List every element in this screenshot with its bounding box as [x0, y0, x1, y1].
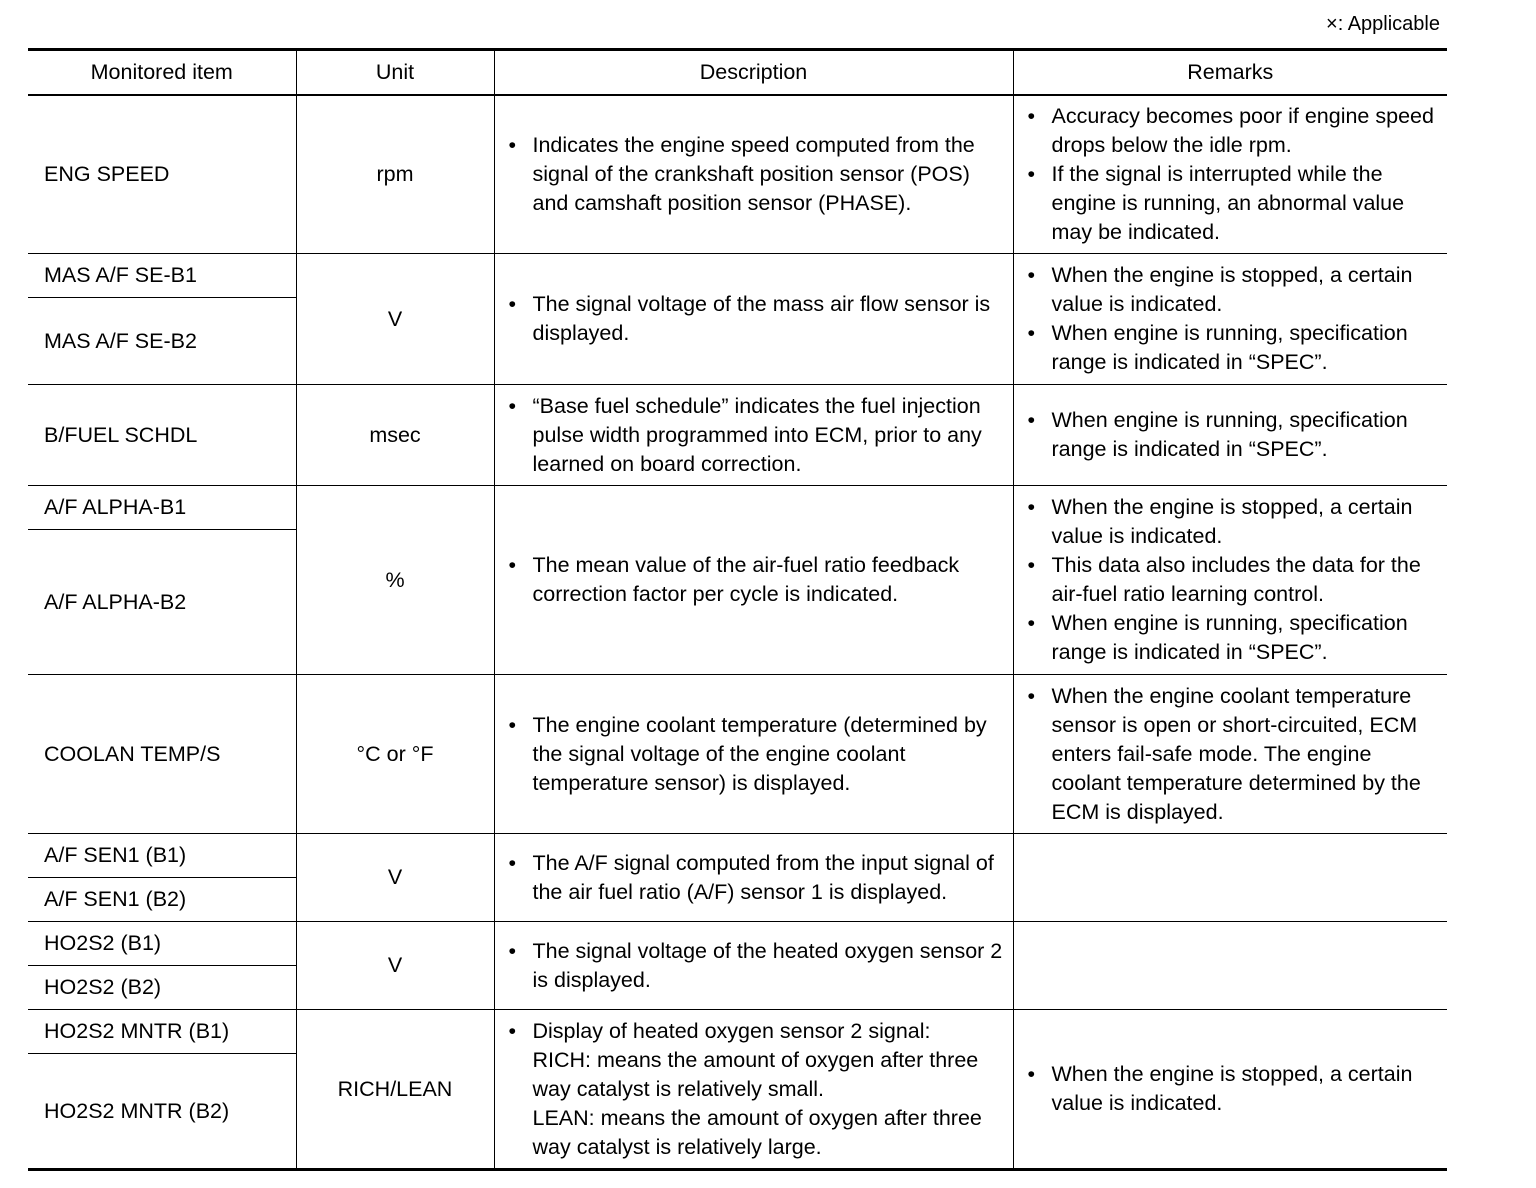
bullet-item: [495, 1017, 1005, 1162]
bullet-line: • Display of heated oxygen sensor 2 signal:: [532, 1018, 931, 1043]
legend-note: ×: Applicable: [1326, 13, 1440, 35]
bullet-item: • The A/F signal computed from the input signal of the air fuel ratio (A/F) sensor 1 is displayed.: [495, 849, 1005, 907]
description-cell: [494, 95, 1013, 254]
unit-cell: RICH/LEAN: [296, 1010, 494, 1170]
monitored-item-cell: HO2S2 (B1): [28, 922, 296, 966]
bullet-item: • When engine is running, specification range is indicated in “SPEC”.: [1014, 609, 1440, 667]
remarks-list: [1014, 682, 1448, 827]
description-cell: [494, 1010, 1013, 1170]
monitored-item-cell: A/F ALPHA-B1: [28, 486, 296, 530]
bullet-item: • This data also includes the data for the air-fuel ratio learning control.: [1014, 551, 1440, 609]
bullet-line: LEAN: means the amount of oxygen after three way catalyst is relatively large.: [532, 1105, 982, 1159]
remarks-list: [1014, 1060, 1448, 1118]
description-list: [495, 711, 1013, 798]
bullet-item: • When the engine coolant temperature sensor is open or short-circuited, ECM enters fail-safe mode. The engine coolant temperature determined by the ECM is displayed.: [1014, 682, 1440, 827]
description-cell: [494, 254, 1013, 385]
description-cell: [494, 922, 1013, 1010]
remarks-list: [1014, 102, 1448, 247]
remarks-cell: [1013, 675, 1447, 834]
unit-cell: V: [296, 254, 494, 385]
header-monitored-item: Monitored item: [28, 50, 296, 96]
remarks-cell: [1013, 486, 1447, 675]
bullet-item: • “Base fuel schedule” indicates the fuel injection pulse width programmed into ECM, prior to any learned on board correction.: [495, 392, 1005, 479]
unit-cell: %: [296, 486, 494, 675]
bullet-item: • The mean value of the air-fuel ratio feedback correction factor per cycle is indicated.: [495, 551, 1005, 609]
header-unit: Unit: [296, 50, 494, 96]
bullet-item: • Indicates the engine speed computed from the signal of the crankshaft position sensor (POS) and camshaft position sensor (PHASE).: [495, 131, 1005, 218]
description-cell: [494, 834, 1013, 922]
header-row: [28, 50, 1447, 96]
monitored-item-cell: A/F SEN1 (B2): [28, 878, 296, 922]
table-row: [28, 385, 1447, 486]
remarks-list: [1014, 406, 1448, 464]
monitored-item-cell: A/F SEN1 (B1): [28, 834, 296, 878]
bullet-line: RICH: means the amount of oxygen after three way catalyst is relatively small.: [532, 1047, 979, 1101]
description-cell: [494, 675, 1013, 834]
table-row: [28, 675, 1447, 834]
monitored-item-cell: ENG SPEED: [28, 95, 296, 254]
unit-cell: V: [296, 922, 494, 1010]
description-list: [495, 849, 1013, 907]
unit-cell: V: [296, 834, 494, 922]
table-row: [28, 486, 1447, 530]
remarks-cell: [1013, 922, 1447, 1010]
remarks-cell: [1013, 254, 1447, 385]
table-row: [28, 95, 1447, 254]
bullet-item: • When engine is running, specification range is indicated in “SPEC”.: [1014, 406, 1440, 464]
description-list: [495, 551, 1013, 609]
description-list: [495, 392, 1013, 479]
bullet-item: • The engine coolant temperature (determined by the signal voltage of the engine coolant temperature sensor) is displayed.: [495, 711, 1005, 798]
table-row: [28, 1010, 1447, 1054]
bullet-item: • When the engine is stopped, a certain value is indicated.: [1014, 261, 1440, 319]
unit-cell: °C or °F: [296, 675, 494, 834]
monitored-item-cell: MAS A/F SE-B1: [28, 254, 296, 298]
remarks-cell: [1013, 385, 1447, 486]
monitored-item-cell: MAS A/F SE-B2: [28, 298, 296, 385]
bullet-item: • When engine is running, specification range is indicated in “SPEC”.: [1014, 319, 1440, 377]
description-list: [495, 937, 1013, 995]
monitored-item-cell: HO2S2 (B2): [28, 966, 296, 1010]
bullet-item: • The signal voltage of the heated oxygen sensor 2 is displayed.: [495, 937, 1005, 995]
monitored-item-cell: A/F ALPHA-B2: [28, 530, 296, 675]
description-list: [495, 131, 1013, 218]
description-cell: [494, 385, 1013, 486]
header-remarks: Remarks: [1013, 50, 1447, 96]
remarks-list: [1014, 261, 1448, 377]
monitored-item-cell: HO2S2 MNTR (B2): [28, 1054, 296, 1170]
description-cell: [494, 486, 1013, 675]
header-description: Description: [494, 50, 1013, 96]
monitored-item-cell: HO2S2 MNTR (B1): [28, 1010, 296, 1054]
unit-cell: msec: [296, 385, 494, 486]
bullet-item: • Accuracy becomes poor if engine speed drops below the idle rpm.: [1014, 102, 1440, 160]
remarks-cell: [1013, 1010, 1447, 1170]
bullet-item: • When the engine is stopped, a certain value is indicated.: [1014, 1060, 1440, 1118]
description-list: [495, 290, 1013, 348]
monitored-item-cell: COOLAN TEMP/S: [28, 675, 296, 834]
monitored-item-cell: B/FUEL SCHDL: [28, 385, 296, 486]
bullet-item: • The signal voltage of the mass air flow sensor is displayed.: [495, 290, 1005, 348]
table-row: [28, 254, 1447, 298]
bullet-item: • If the signal is interrupted while the engine is running, an abnormal value may be indicated.: [1014, 160, 1440, 247]
remarks-list: [1014, 493, 1448, 667]
table-row: [28, 922, 1447, 966]
monitor-item-table: [28, 48, 1447, 1171]
unit-cell: rpm: [296, 95, 494, 254]
description-list: [495, 1017, 1013, 1162]
remarks-cell: [1013, 834, 1447, 922]
bullet-item: • When the engine is stopped, a certain value is indicated.: [1014, 493, 1440, 551]
table-row: [28, 834, 1447, 878]
remarks-cell: [1013, 95, 1447, 254]
